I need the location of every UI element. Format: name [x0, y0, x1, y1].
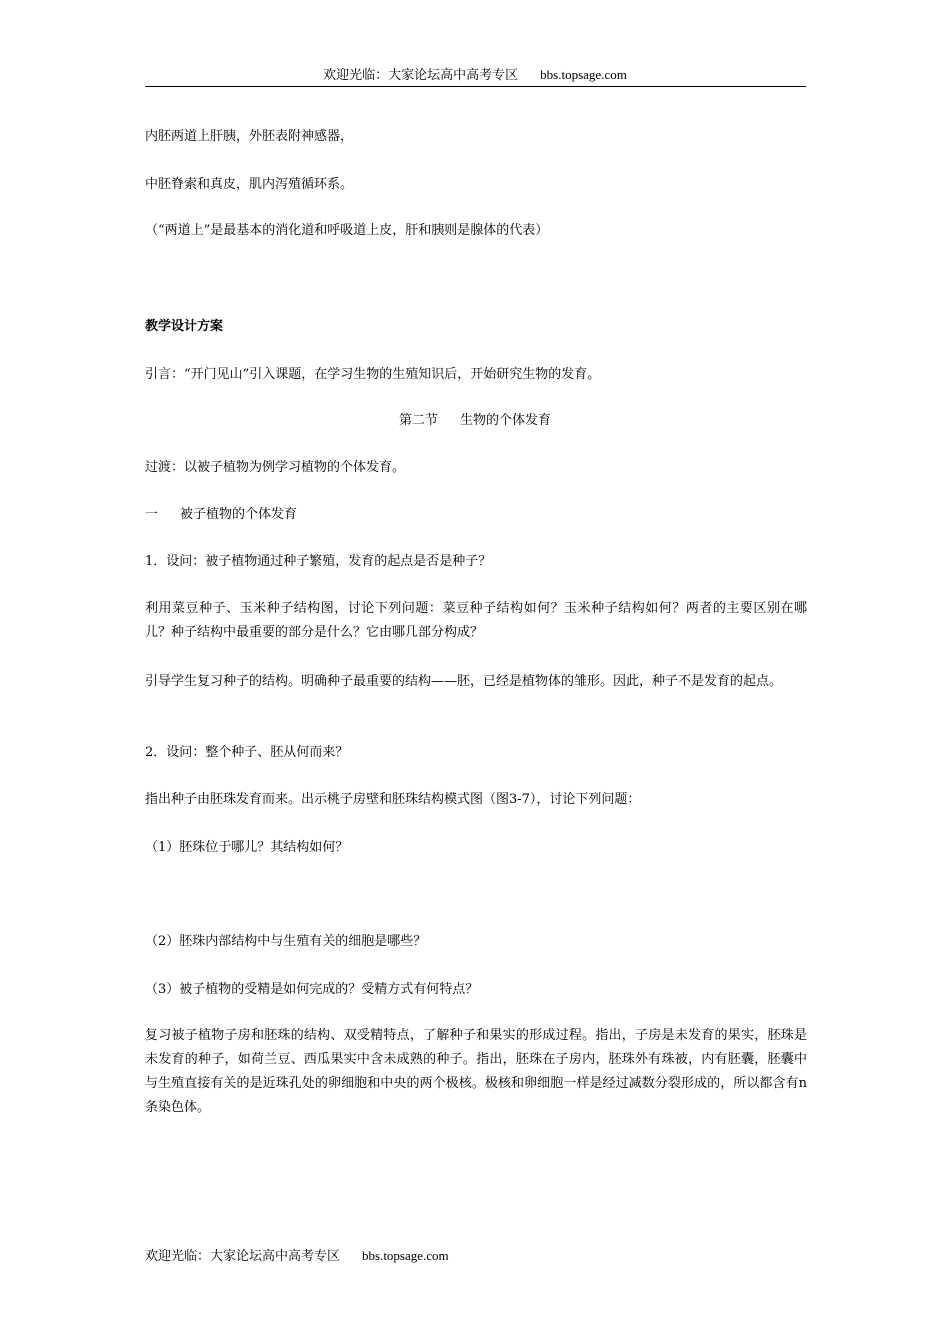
transition-paragraph: 过渡：以被子植物为例学习植物的个体发育。 — [145, 460, 406, 475]
page-header — [0, 66, 950, 85]
section-title — [0, 411, 950, 431]
part-title: 被子植物的个体发育 — [180, 507, 298, 522]
header-welcome: 欢迎光临：大家论坛高中高考专区 — [323, 68, 519, 83]
footer-welcome: 欢迎光临：大家论坛高中高考专区 — [145, 1249, 341, 1264]
header-rule — [145, 86, 806, 87]
paragraph-2: 引导学生复习种子的结构。明确种子最重要的结构——胚，已经是植物体的雏形。因此，种子不是发育的起点。 — [145, 674, 783, 689]
footer-site-link[interactable]: bbs.topsage.com — [362, 1248, 449, 1263]
intro-paragraph: 引言：“开门见山”引入课题，在学习生物的生殖知识后，开始研究生物的发育。 — [145, 367, 601, 382]
part-number: 一 — [145, 507, 159, 522]
sub-question-3: （3）被子植物的受精是如何完成的？受精方式有何特点？ — [145, 982, 479, 997]
question-1: 1．设问：被子植物通过种子繁殖，发育的起点是否是种子？ — [145, 554, 492, 569]
mnemonic-line-2: 中胚脊索和真皮，肌内泻殖循环系。 — [145, 177, 354, 192]
paragraph-3: 指出种子由胚珠发育而来。出示桃子房壁和胚珠结构模式图（图3-7），讨论下列问题： — [145, 792, 641, 807]
mnemonic-note: （“两道上”是最基本的消化道和呼吸道上皮，肝和胰则是腺体的代表） — [145, 223, 549, 238]
section-number: 第二节 — [398, 413, 438, 428]
sub-question-1: （1）胚珠位于哪儿？其结构如何？ — [145, 840, 349, 855]
design-heading: 教学设计方案 — [145, 319, 224, 334]
sub-question-2: （2）胚珠内部结构中与生殖有关的细胞是哪些？ — [145, 934, 427, 949]
question-2: 2．设问：整个种子、胚从何而来？ — [145, 745, 349, 760]
mnemonic-line-1: 内胚两道上肝胰，外胚表附神感器， — [145, 129, 354, 144]
paragraph-4: 复习被子植物子房和胚珠的结构、双受精特点，了解种子和果实的形成过程。指出，子房是未发育的果实，胚珠是未发育的种子，如荷兰豆、西瓜果实中含未成熟的种子。指出，胚珠在子房内，胚珠外有珠被，内有胚囊，胚囊中与生殖直接有关的是近珠孔处的卵细胞和中央的两个极核。极核和卵细胞一样是经过减数分裂形成的，所以都含有n条染色体。 — [145, 1028, 807, 1115]
paragraph-1: 利用菜豆种子、玉米种子结构图，讨论下列问题：菜豆种子结构如何？玉米种子结构如何？两者的主要区别在哪儿？种子结构中最重要的部分是什么？它由哪几部分构成？ — [145, 601, 807, 640]
section-name: 生物的个体发育 — [460, 413, 552, 428]
header-site-link[interactable]: bbs.topsage.com — [540, 67, 627, 82]
part-heading — [145, 505, 297, 525]
page-footer — [145, 1247, 449, 1266]
